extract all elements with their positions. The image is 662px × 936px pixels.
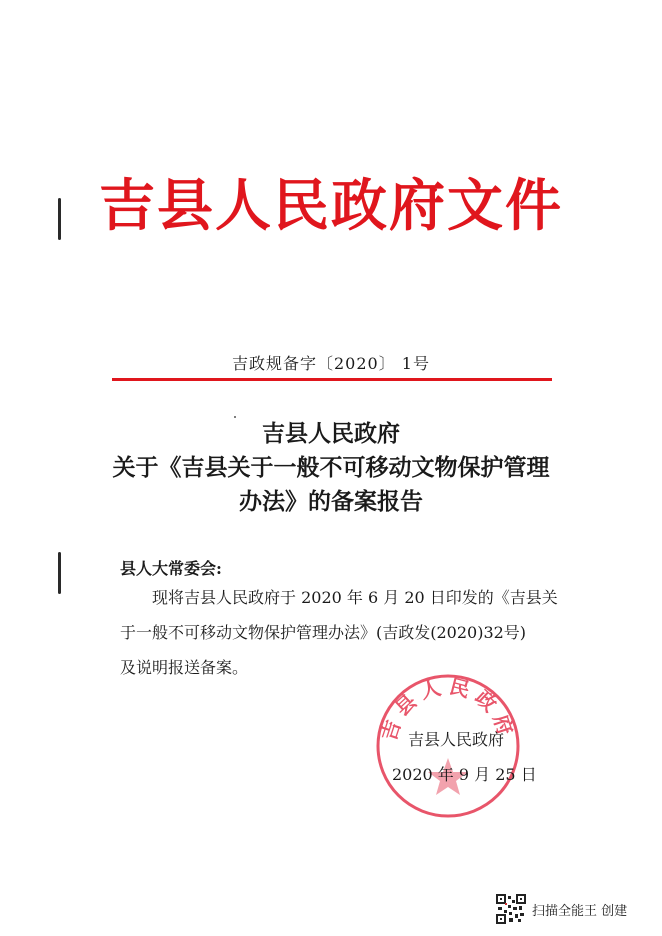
red-divider-rect — [112, 378, 552, 381]
report-heading-line-2: 关于《吉县关于一般不可移动文物保护管理 — [112, 454, 550, 481]
document-number: 吉政规备字〔2020〕 1号 — [232, 354, 430, 373]
addressee: 县人大常委会: — [120, 559, 222, 578]
binding-mark — [58, 198, 61, 240]
body-paragraph-line-3: 及说明报送备案。 — [120, 658, 249, 677]
scanner-watermark: 扫描全能王 创建 — [532, 904, 628, 919]
body-paragraph-line-1: 现将吉县人民政府于 2020 年 6 月 20 日印发的《吉县关 — [152, 588, 558, 607]
body-paragraph-line-2: 于一般不可移动文物保护管理办法》(吉政发(2020)32号) — [120, 623, 527, 642]
report-heading-line-1: 吉县人民政府 — [262, 420, 400, 447]
red-divider-line — [112, 378, 552, 381]
report-heading-line-3: 办法》的备案报告 — [239, 488, 423, 515]
signing-organization: 吉县人民政府 — [408, 730, 505, 749]
signing-date: 2020 年 9 月 25 日 — [392, 765, 537, 784]
document-header-title: 吉县人民政府文件 — [99, 173, 563, 239]
seal-text: 吉县人民政府 — [376, 673, 520, 744]
scan-speck — [234, 416, 236, 418]
binding-mark — [58, 552, 61, 594]
qr-code-icon — [496, 894, 526, 924]
